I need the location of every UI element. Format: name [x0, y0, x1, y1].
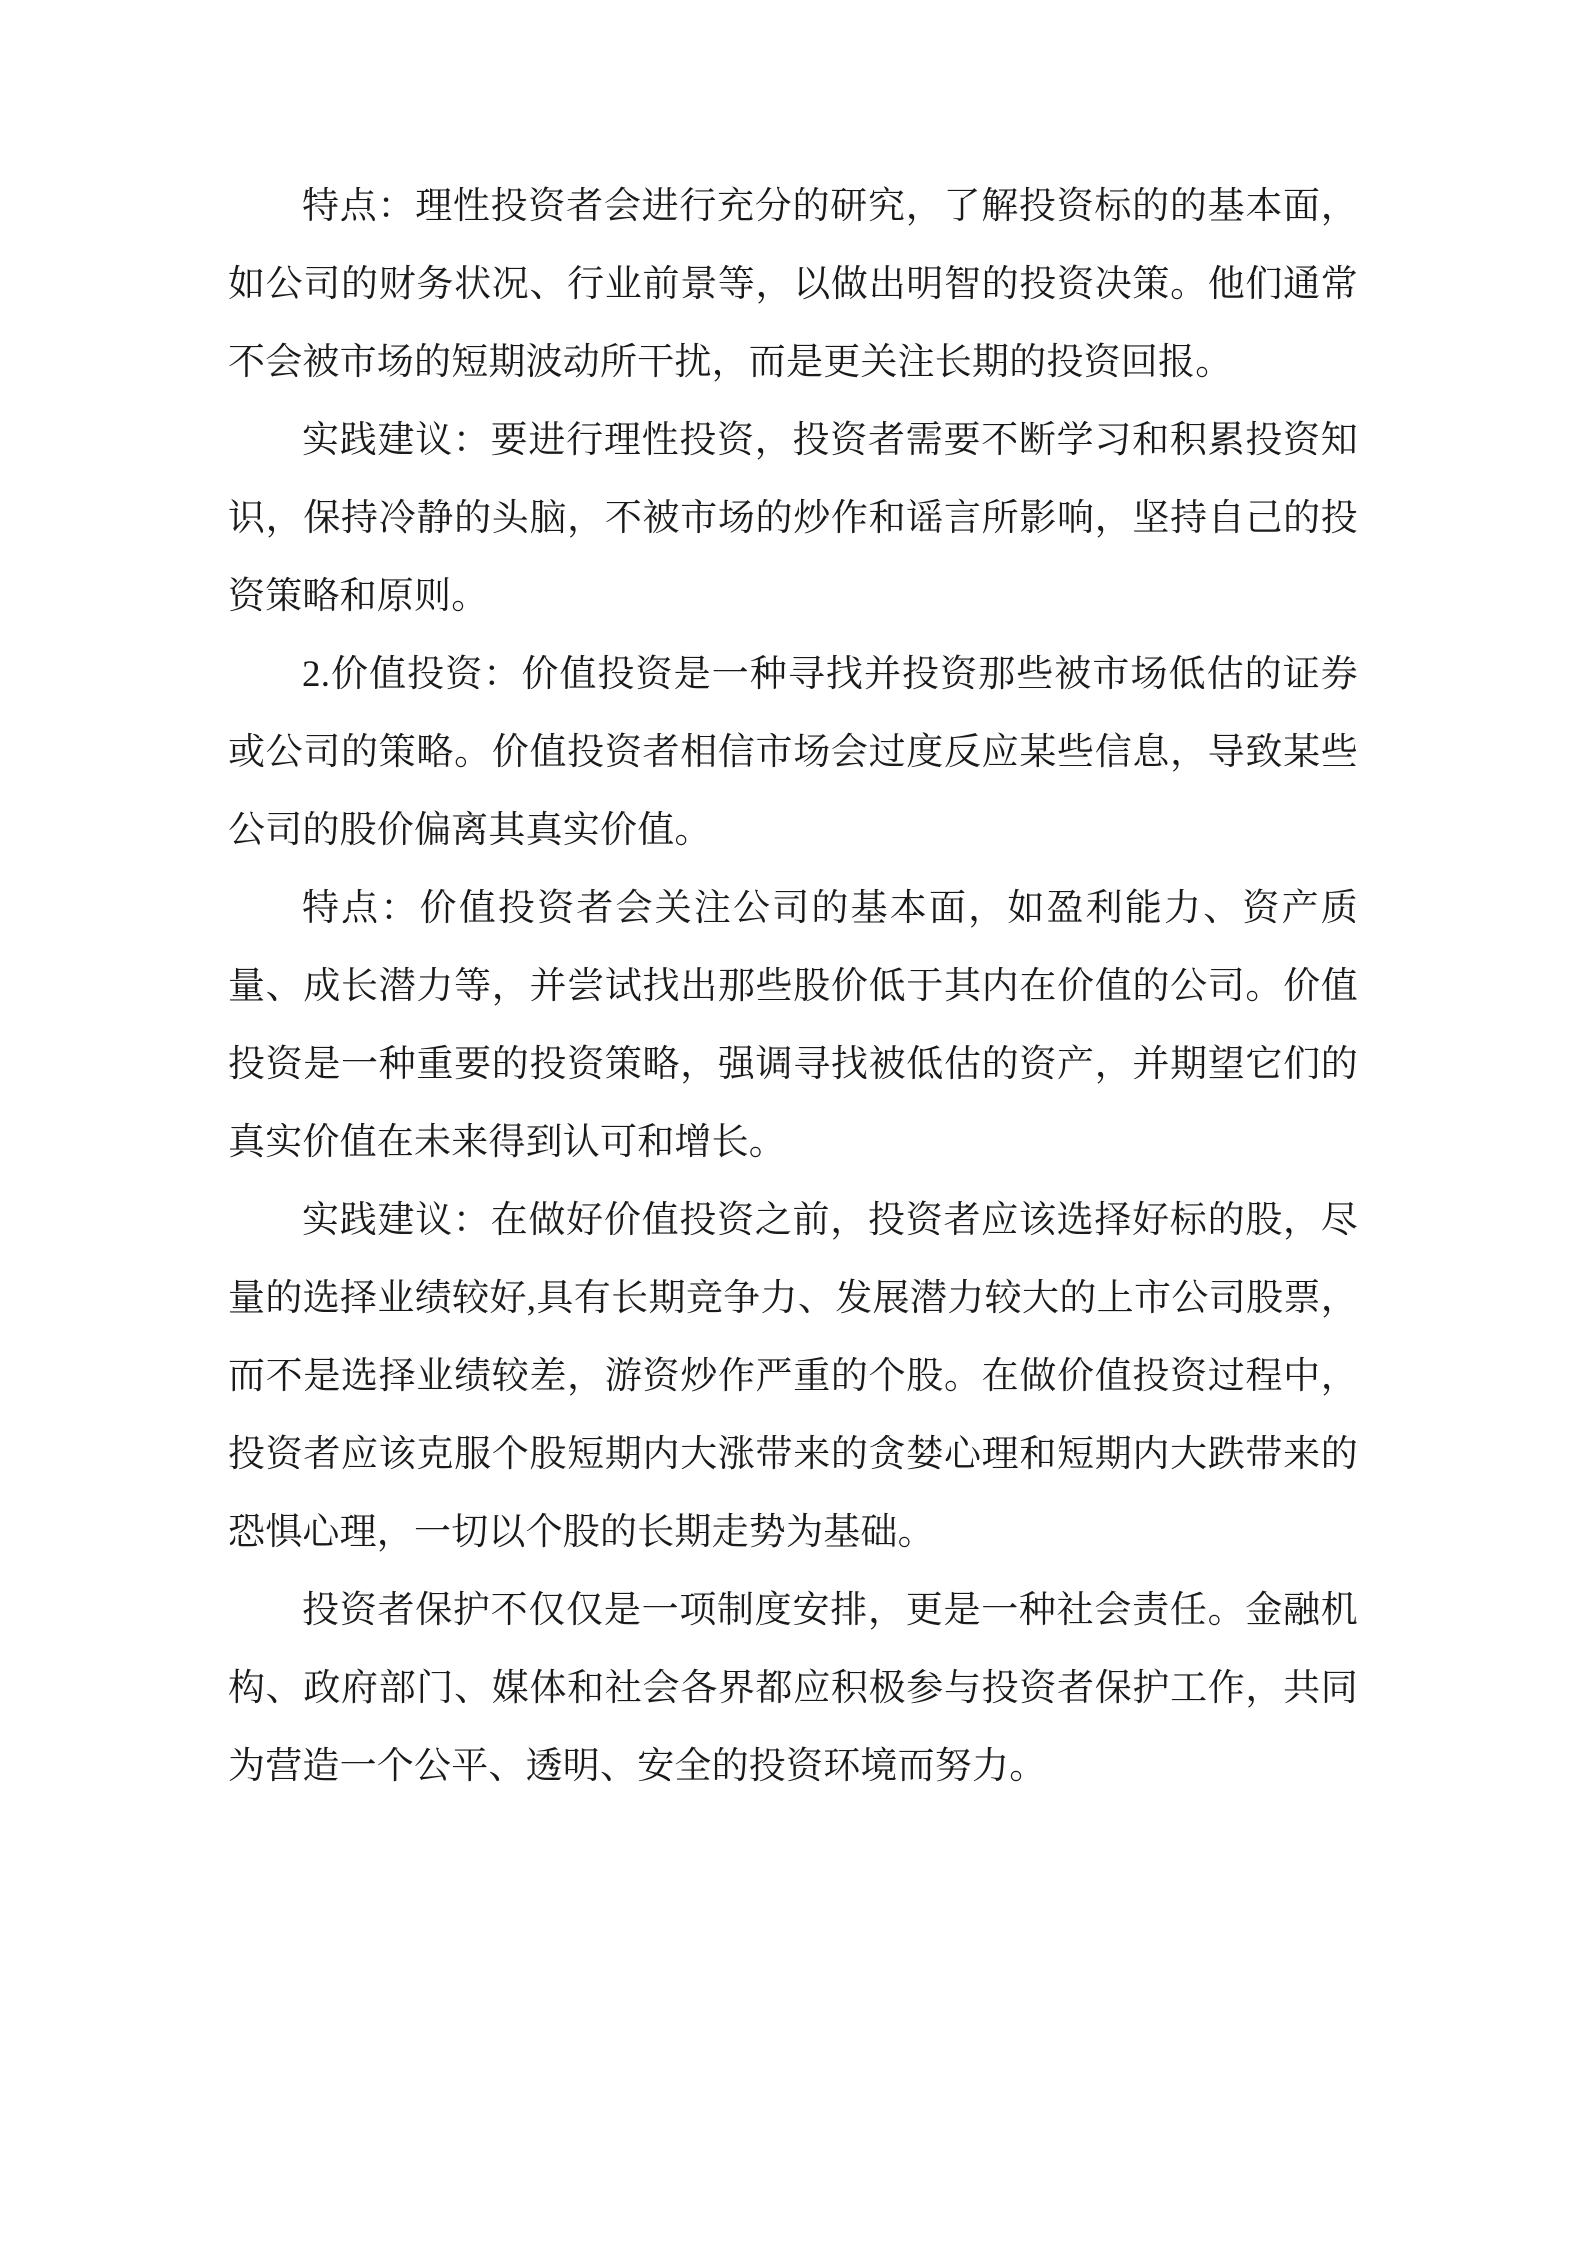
paragraph-rational-advice: 实践建议：要进行理性投资，投资者需要不断学习和积累投资知识，保持冷静的头脑，不被市场的炒作和谣言所影响，坚持自己的投资策略和原则。 [228, 420, 1358, 617]
paragraph-value-investing-advice: 实践建议：在做好价值投资之前，投资者应该选择好标的股，尽量的选择业绩较好,具有长期竞争力、发展潜力较大的上市公司股票，而不是选择业绩较差，游资炒作严重的个股。在做价值投资过程中，投资者应该克服个股短期内大涨带来的贪婪心理和短期内大跌带来的恐惧心理，一切以个股的长期走势为基础。 [228, 1200, 1358, 1553]
paragraph-value-investing-features: 特点：价值投资者会关注公司的基本面，如盈利能力、资产质量、成长潜力等，并尝试找出那些股价低于其内在价值的公司。价值投资是一种重要的投资策略，强调寻找被低估的资产，并期望它们的真实价值在未来得到认可和增长。 [228, 888, 1358, 1163]
paragraph-investor-protection: 投资者保护不仅仅是一项制度安排，更是一种社会责任。金融机构、政府部门、媒体和社会各界都应积极参与投资者保护工作，共同为营造一个公平、透明、安全的投资环境而努力。 [228, 1590, 1358, 1787]
paragraph-value-investing-intro: 2.价值投资：价值投资是一种寻找并投资那些被市场低估的证券或公司的策略。价值投资者相信市场会过度反应某些信息，导致某些公司的股价偏离其真实价值。 [228, 654, 1358, 851]
paragraph-rational-features: 特点：理性投资者会进行充分的研究，了解投资标的的基本面，如公司的财务状况、行业前景等，以做出明智的投资决策。他们通常不会被市场的短期波动所干扰，而是更关注长期的投资回报。 [228, 186, 1358, 383]
document-body [228, 168, 1358, 1806]
